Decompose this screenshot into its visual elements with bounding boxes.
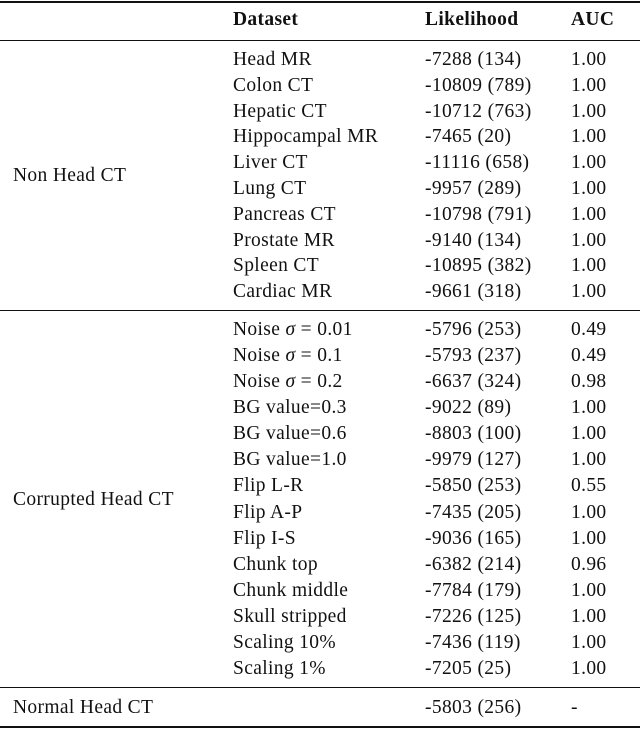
- dataset-cell: Prostate MR: [233, 229, 335, 251]
- auc-cell: 1.00: [571, 229, 607, 251]
- dataset-cell: Liver CT: [233, 152, 308, 174]
- dataset-cell: Noise σ = 0.1: [233, 345, 343, 367]
- dataset-cell: Scaling 10%: [233, 631, 336, 653]
- top-rule: [0, 1, 640, 3]
- likelihood-cell: -10798 (791): [425, 203, 532, 225]
- dataset-cell: Cardiac MR: [233, 281, 333, 303]
- dataset-cell: Colon CT: [233, 74, 314, 96]
- auc-cell: 1.00: [571, 501, 607, 523]
- auc-cell: 1.00: [571, 527, 607, 549]
- dataset-cell: BG value=0.6: [233, 423, 347, 445]
- auc-cell: 1.00: [571, 423, 607, 445]
- auc-cell: 1.00: [571, 203, 607, 225]
- likelihood-cell: -5793 (237): [425, 345, 522, 367]
- dataset-cell: Spleen CT: [233, 255, 320, 277]
- auc-cell: -: [571, 697, 578, 718]
- likelihood-cell: -10809 (789): [425, 74, 532, 96]
- auc-cell: 1.00: [571, 605, 607, 627]
- likelihood-cell: -5803 (256): [425, 697, 522, 718]
- dataset-cell: BG value=0.3: [233, 397, 347, 419]
- dataset-cell: Pancreas CT: [233, 203, 336, 225]
- header-dataset: Dataset: [233, 9, 299, 30]
- likelihood-cell: -7205 (25): [425, 658, 512, 680]
- dataset-cell: Noise σ = 0.2: [233, 371, 343, 393]
- auc-cell: 0.96: [571, 553, 607, 575]
- auc-cell: 1.00: [571, 49, 607, 70]
- auc-cell: 0.98: [571, 371, 607, 393]
- header-auc: AUC: [571, 9, 615, 30]
- auc-cell: 1.00: [571, 255, 607, 277]
- dataset-cell: Flip L-R: [233, 475, 304, 497]
- likelihood-cell: -9022 (89): [425, 397, 512, 419]
- header-likelihood: Likelihood: [425, 9, 519, 30]
- likelihood-cell: -6637 (324): [425, 371, 522, 393]
- dataset-cell: Hippocampal MR: [233, 126, 379, 148]
- dataset-cell: Scaling 1%: [233, 658, 326, 680]
- dataset-cell: Flip I-S: [233, 527, 296, 549]
- group-label: Corrupted Head CT: [13, 488, 174, 510]
- auc-cell: 1.00: [571, 126, 607, 148]
- likelihood-cell: -9140 (134): [425, 229, 522, 251]
- likelihood-cell: -5850 (253): [425, 475, 522, 497]
- dataset-cell: Skull stripped: [233, 605, 347, 627]
- likelihood-cell: -9661 (318): [425, 281, 522, 303]
- dataset-cell: Hepatic CT: [233, 100, 327, 122]
- dataset-cell: Noise σ = 0.01: [233, 319, 353, 340]
- auc-cell: 1.00: [571, 631, 607, 653]
- auc-cell: 1.00: [571, 281, 607, 303]
- auc-cell: 1.00: [571, 397, 607, 419]
- likelihood-cell: -7226 (125): [425, 605, 522, 627]
- auc-cell: 0.49: [571, 345, 607, 367]
- auc-cell: 1.00: [571, 658, 607, 680]
- dataset-cell: BG value=1.0: [233, 449, 347, 471]
- group-label: Normal Head CT: [13, 697, 154, 718]
- likelihood-cell: -7465 (20): [425, 126, 512, 148]
- likelihood-cell: -9957 (289): [425, 178, 522, 199]
- bottom-rule: [0, 726, 640, 728]
- likelihood-cell: -5796 (253): [425, 319, 522, 340]
- dataset-cell: Chunk middle: [233, 579, 349, 601]
- likelihood-cell: -7435 (205): [425, 501, 522, 523]
- likelihood-cell: -11116 (658): [425, 152, 530, 174]
- likelihood-cell: -8803 (100): [425, 423, 522, 445]
- dataset-cell: Flip A-P: [233, 501, 303, 523]
- header-rule: [0, 40, 640, 41]
- auc-cell: 1.00: [571, 74, 607, 96]
- auc-cell: 1.00: [571, 579, 607, 601]
- group-rule: [0, 687, 640, 688]
- likelihood-cell: -10712 (763): [425, 100, 532, 122]
- likelihood-cell: -7288 (134): [425, 49, 522, 70]
- auc-cell: 1.00: [571, 449, 607, 471]
- likelihood-cell: -9979 (127): [425, 449, 522, 471]
- auc-cell: 0.49: [571, 319, 607, 340]
- auc-cell: 0.55: [571, 475, 607, 497]
- dataset-cell: Head MR: [233, 49, 312, 70]
- likelihood-cell: -7436 (119): [425, 631, 521, 653]
- auc-cell: 1.00: [571, 100, 607, 122]
- dataset-cell: Lung CT: [233, 178, 307, 199]
- likelihood-cell: -6382 (214): [425, 553, 522, 575]
- group-rule: [0, 310, 640, 311]
- auc-cell: 1.00: [571, 178, 607, 199]
- likelihood-cell: -7784 (179): [425, 579, 522, 601]
- group-label: Non Head CT: [13, 165, 127, 187]
- likelihood-cell: -9036 (165): [425, 527, 522, 549]
- auc-cell: 1.00: [571, 152, 607, 174]
- dataset-cell: Chunk top: [233, 553, 318, 575]
- likelihood-cell: -10895 (382): [425, 255, 532, 277]
